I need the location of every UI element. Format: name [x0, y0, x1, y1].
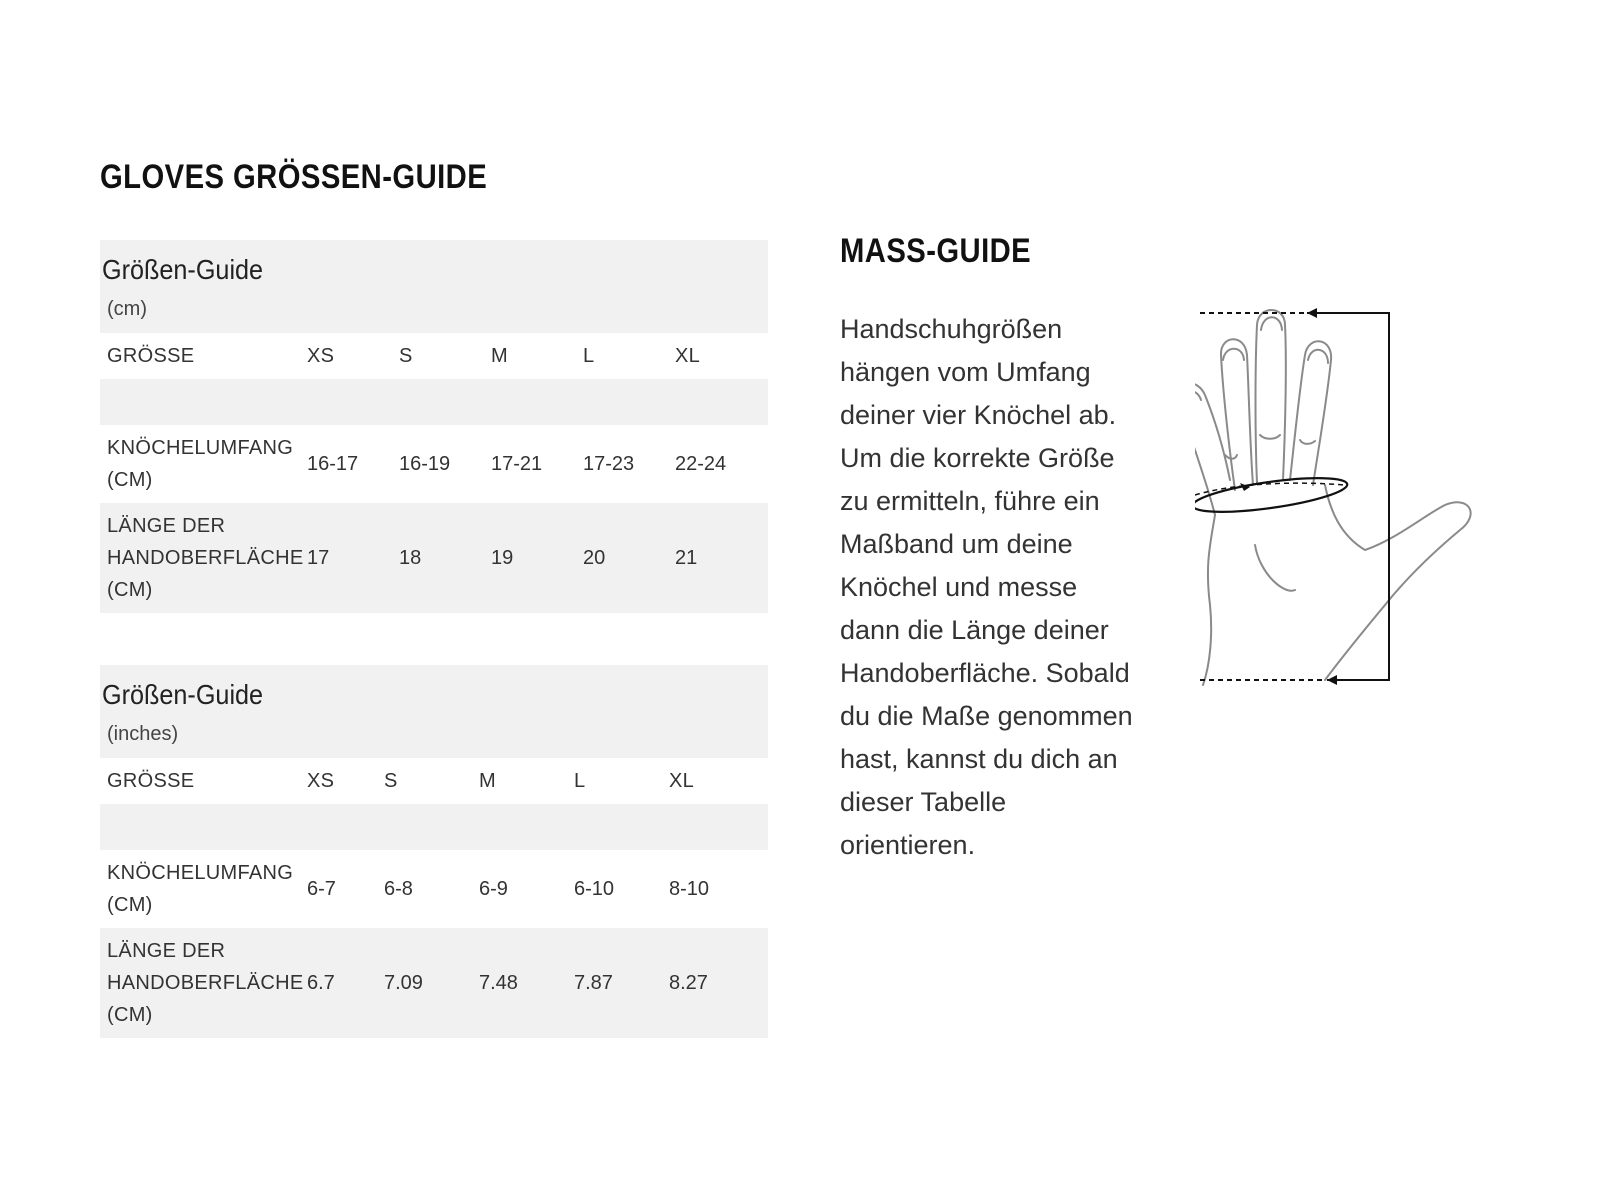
table-unit-row — [100, 286, 768, 333]
size-table-inches — [100, 665, 768, 1038]
table-unit: (inches) — [100, 711, 768, 758]
mass-guide-line: hast, kannst du dich an — [840, 744, 1118, 774]
mass-guide-line: Maßband um deine — [840, 529, 1073, 559]
table-title-row — [100, 240, 768, 286]
mass-guide-line: dann die Länge deiner — [840, 615, 1109, 645]
table-row — [100, 425, 768, 503]
header-label: GRÖSSE — [107, 344, 195, 367]
table-cell: 7.87 — [567, 928, 662, 1038]
size-header: S — [399, 344, 413, 367]
table-cell: 16-19 — [399, 452, 451, 475]
table-cell: 21 — [668, 503, 768, 613]
hand-measurement-illustration — [1195, 305, 1515, 710]
table-cell: 6-8 — [384, 877, 413, 900]
size-header: M — [479, 769, 496, 792]
size-header: S — [384, 769, 398, 792]
table-cell: 8-10 — [669, 877, 710, 900]
mass-guide-line: Handschuhgrößen — [840, 314, 1063, 344]
size-header: M — [491, 344, 508, 367]
table-cell: 20 — [576, 503, 668, 613]
row-label: LÄNGE DER HANDOBERFLÄCHE (CM) — [100, 928, 300, 1038]
table-cell: 6-7 — [307, 877, 336, 900]
table-cell: 8.27 — [662, 928, 768, 1038]
mass-guide-title: MASS-GUIDE — [840, 232, 1032, 270]
mass-guide-line: hängen vom Umfang — [840, 357, 1091, 387]
table-header-row — [100, 333, 768, 379]
mass-guide-line: deiner vier Knöchel ab. — [840, 400, 1117, 430]
row-label: KNÖCHELUMFANG (CM) — [107, 862, 294, 916]
table-title: Größen-Guide — [102, 679, 264, 710]
table-cell: 17-21 — [491, 452, 543, 475]
table-cell: 7.09 — [377, 928, 472, 1038]
table-cell: 6.7 — [300, 928, 377, 1038]
page-title: GLOVES GRÖSSEN-GUIDE — [100, 158, 488, 196]
table-cell: 7.48 — [472, 928, 567, 1038]
size-header: XS — [307, 344, 335, 367]
size-header: L — [574, 769, 586, 792]
table-cell: 17 — [300, 503, 392, 613]
table-cell: 22-24 — [675, 452, 727, 475]
row-label: KNÖCHELUMFANG (CM) — [107, 437, 294, 491]
table-row — [100, 850, 768, 928]
table-cell: 16-17 — [307, 452, 359, 475]
mass-guide-line: zu ermitteln, führe ein — [840, 486, 1100, 516]
size-header: L — [583, 344, 595, 367]
mass-guide-line: dieser Tabelle — [840, 787, 1007, 817]
table-title: Größen-Guide — [102, 254, 264, 285]
table-cell: 6-10 — [574, 877, 615, 900]
size-header: XL — [669, 769, 695, 792]
size-header: XS — [307, 769, 335, 792]
table-unit-row — [100, 711, 768, 758]
table-row — [100, 928, 768, 1038]
table-unit: (cm) — [100, 286, 768, 333]
table-cell: 18 — [392, 503, 484, 613]
mass-guide-line: Knöchel und messe — [840, 572, 1078, 602]
size-table-cm — [100, 240, 768, 613]
table-spacer-row — [100, 379, 768, 425]
table-cell: 6-9 — [479, 877, 508, 900]
row-label: LÄNGE DER HANDOBERFLÄCHE (CM) — [100, 503, 300, 613]
table-cell: 17-23 — [583, 452, 635, 475]
mass-guide-line: Handoberfläche. Sobald — [840, 658, 1130, 688]
table-title-row — [100, 665, 768, 711]
table-cell: 19 — [484, 503, 576, 613]
mass-guide-line: du die Maße genommen — [840, 701, 1133, 731]
header-label: GRÖSSE — [107, 769, 195, 792]
mass-guide-line: orientieren. — [840, 830, 976, 860]
size-header: XL — [675, 344, 701, 367]
table-row — [100, 503, 768, 613]
mass-guide-line: Um die korrekte Größe — [840, 443, 1115, 473]
mass-guide-text — [840, 308, 1170, 867]
table-spacer-row — [100, 804, 768, 850]
hand-icon — [1195, 305, 1515, 705]
table-header-row — [100, 758, 768, 804]
